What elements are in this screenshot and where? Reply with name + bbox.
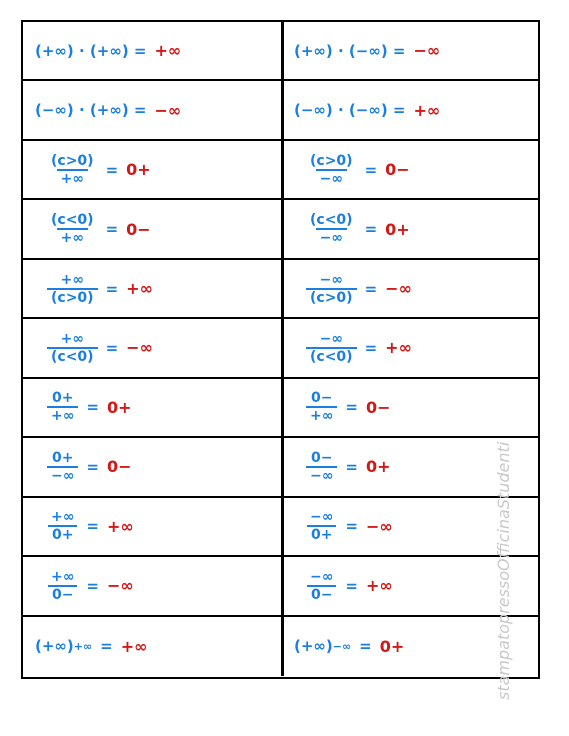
equals-sign: = — [359, 637, 372, 656]
limit-result: 0− — [385, 160, 410, 180]
equals-sign: = — [100, 637, 113, 656]
fraction-denominator: 0− — [48, 585, 77, 603]
fraction — [47, 450, 78, 484]
fraction-numerator: 0− — [310, 390, 333, 407]
table-row — [23, 141, 538, 200]
column-divider — [281, 81, 284, 138]
limit-cell-right — [294, 22, 534, 79]
limit-cell-left — [35, 498, 275, 555]
table-row — [23, 260, 538, 319]
equals-sign: = — [364, 279, 378, 298]
limit-result: −∞ — [126, 338, 153, 358]
fraction-numerator: −∞ — [319, 330, 343, 347]
table-row — [23, 81, 538, 140]
fraction — [47, 569, 78, 603]
fraction-denominator: (c<0) — [306, 347, 357, 365]
limit-cell-right — [294, 200, 534, 257]
fraction-numerator: −∞ — [319, 271, 343, 288]
limit-result: +∞ — [413, 100, 441, 120]
fraction — [47, 331, 98, 365]
limit-result: +∞ — [120, 636, 148, 656]
fraction — [306, 212, 357, 246]
limit-cell-left — [35, 22, 275, 79]
fraction-denominator: +∞ — [306, 406, 337, 424]
equals-sign: = — [86, 576, 99, 595]
limit-cell-right — [294, 141, 534, 198]
fraction-numerator: 0+ — [51, 390, 74, 407]
fraction — [306, 331, 357, 365]
fraction-numerator: (c>0) — [310, 152, 353, 169]
fraction-numerator: −∞ — [310, 509, 334, 526]
limit-cell-right — [294, 260, 534, 317]
column-divider — [281, 22, 284, 79]
table-row — [23, 498, 538, 557]
fraction-numerator: +∞ — [51, 509, 75, 526]
column-divider — [281, 141, 284, 198]
fraction — [306, 390, 337, 424]
fraction-denominator: (c<0) — [47, 347, 98, 365]
fraction — [306, 569, 337, 603]
fraction-denominator: +∞ — [57, 169, 88, 187]
fraction-numerator: (c<0) — [310, 212, 353, 229]
column-divider — [281, 260, 284, 317]
column-divider — [281, 379, 284, 436]
limit-expression: (−∞) · (+∞) = — [35, 101, 147, 120]
limit-result: +∞ — [126, 279, 153, 299]
table-row — [23, 200, 538, 259]
limit-cell-left — [35, 81, 275, 138]
equals-sign: = — [86, 517, 99, 536]
equals-sign: = — [345, 398, 358, 417]
limit-result: −∞ — [413, 41, 441, 61]
fraction-numerator: +∞ — [51, 568, 75, 585]
limit-expression: (+∞) · (−∞) = — [294, 41, 406, 60]
limit-result: −∞ — [385, 279, 412, 299]
limit-cell-right — [294, 81, 534, 138]
fraction-denominator: −∞ — [316, 169, 347, 187]
limit-cell-left — [35, 260, 275, 317]
fraction-numerator: +∞ — [60, 330, 84, 347]
equals-sign: = — [105, 160, 119, 179]
equals-sign: = — [105, 279, 119, 298]
limit-cell-left — [35, 141, 275, 198]
limit-result: 0− — [365, 397, 391, 417]
limits-table — [21, 20, 540, 679]
column-divider — [281, 438, 284, 495]
equals-sign: = — [105, 220, 119, 239]
fraction — [306, 509, 337, 543]
fraction-denominator: (c>0) — [47, 288, 98, 306]
limit-cell-left — [35, 557, 275, 614]
fraction-denominator: (c>0) — [306, 288, 357, 306]
fraction — [306, 450, 337, 484]
fraction — [47, 272, 98, 306]
table-row — [23, 438, 538, 497]
limit-result: +∞ — [385, 338, 412, 358]
column-divider — [281, 200, 284, 257]
limit-result: −∞ — [365, 516, 393, 536]
fraction — [306, 272, 357, 306]
limit-result: 0+ — [106, 397, 132, 417]
power-base: (+∞) — [294, 637, 333, 656]
table-row — [23, 617, 538, 676]
limit-result: 0+ — [126, 160, 151, 180]
fraction-denominator: −∞ — [47, 466, 78, 484]
fraction-numerator: (c>0) — [51, 152, 94, 169]
column-divider — [281, 557, 284, 614]
fraction — [306, 153, 357, 187]
equals-sign: = — [105, 338, 119, 357]
fraction-denominator: −∞ — [316, 228, 347, 246]
limit-cell-left — [35, 319, 275, 376]
fraction-denominator: 0+ — [307, 525, 336, 543]
fraction-denominator: +∞ — [47, 406, 78, 424]
limit-result: 0+ — [385, 219, 410, 239]
table-row — [23, 379, 538, 438]
equals-sign: = — [364, 160, 378, 179]
limit-result: −∞ — [154, 100, 182, 120]
limit-result: −∞ — [106, 576, 134, 596]
fraction-denominator: 0− — [307, 585, 336, 603]
equals-sign: = — [345, 457, 358, 476]
column-divider — [281, 319, 284, 376]
column-divider — [281, 617, 284, 676]
fraction — [47, 153, 98, 187]
table-row — [23, 557, 538, 616]
fraction-numerator: (c<0) — [51, 212, 94, 229]
column-divider — [281, 498, 284, 555]
limit-cell-left — [35, 200, 275, 257]
table-row — [23, 319, 538, 378]
limit-result: +∞ — [106, 516, 134, 536]
fraction — [47, 212, 98, 246]
limit-result: 0− — [106, 457, 132, 477]
fraction-denominator: −∞ — [306, 466, 337, 484]
limit-expression: (−∞) · (−∞) = — [294, 101, 406, 120]
fraction-numerator: 0− — [310, 449, 333, 466]
equals-sign: = — [345, 517, 358, 536]
limit-result: 0− — [126, 219, 151, 239]
table-row — [23, 22, 538, 81]
limit-result: 0+ — [379, 636, 405, 656]
limit-cell-left — [35, 617, 275, 676]
equals-sign: = — [86, 398, 99, 417]
limit-cell-left — [35, 379, 275, 436]
limit-result: 0+ — [365, 457, 391, 477]
limit-cell-right — [294, 319, 534, 376]
limit-result: +∞ — [365, 576, 393, 596]
fraction — [47, 390, 78, 424]
fraction — [47, 509, 78, 543]
equals-sign: = — [364, 220, 378, 239]
limit-cell-right — [294, 379, 534, 436]
limit-expression: (+∞) · (+∞) = — [35, 41, 147, 60]
fraction-denominator: +∞ — [57, 228, 88, 246]
fraction-numerator: +∞ — [60, 271, 84, 288]
fraction-numerator: −∞ — [310, 568, 334, 585]
equals-sign: = — [345, 576, 358, 595]
equals-sign: = — [364, 338, 378, 357]
equals-sign: = — [86, 457, 99, 476]
power-exponent: +∞ — [73, 639, 93, 653]
limit-result: +∞ — [154, 41, 182, 61]
fraction-denominator: 0+ — [48, 525, 77, 543]
limit-cell-left — [35, 438, 275, 495]
power-base: (+∞) — [35, 637, 74, 656]
fraction-numerator: 0+ — [51, 449, 74, 466]
power-exponent: −∞ — [332, 639, 352, 653]
